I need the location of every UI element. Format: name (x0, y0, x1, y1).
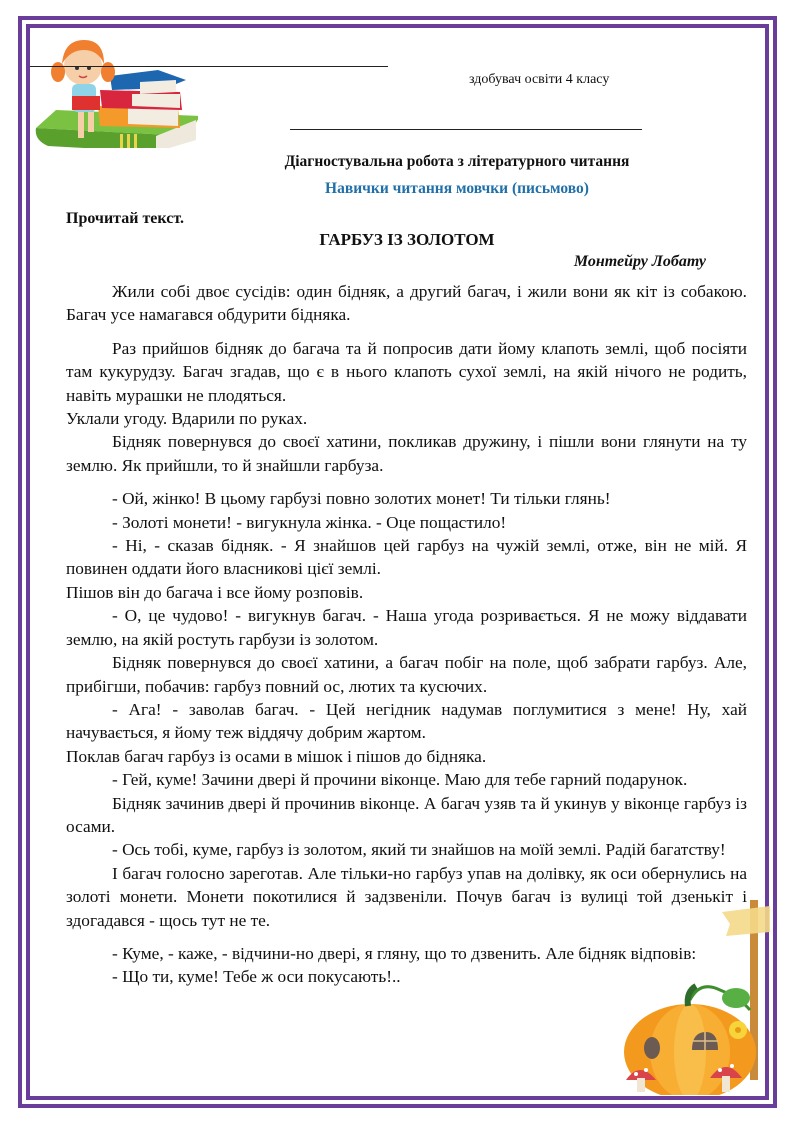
worksheet-title: Діагностувальна робота з літературного читання (284, 153, 630, 170)
story-paragraph: - Золоті монети! - вигукнула жінка. - Оце пощастило! (112, 512, 507, 532)
story-paragraph: Пішов він до багача і все йому розповів. (66, 582, 364, 602)
story-title: ГАРБУЗ ІЗ ЗОЛОТОМ (319, 230, 495, 249)
story-author: Монтейру Лобату (573, 253, 706, 270)
story-paragraph: - Гей, куме! Зачини двері й прочини віконце. Маю для тебе гарний подарунок. (112, 770, 688, 790)
story-paragraph: - Ні, - сказав бідняк. - Я знайшов цей гарбуз на чужій землі, отже, він не мій. Я повинен оддати його власникові цієї землі. (66, 536, 747, 579)
story-paragraph: Поклав багач гарбуз із осами в мішок і пішов до бідняка. (66, 746, 487, 766)
story-paragraph: - О, це чудово! - вигукнув багач. - Наша угода розривається. Я не можу віддавати землю, на якій ростуть гарбузи із золотом. (66, 606, 747, 649)
story-paragraph: Бідняк повернувся до своєї хатини, а багач побіг на поле, щоб забрати гарбуз. Але, прибігши, побачив: гарбуз повний ос, лютих та кусючих. (66, 653, 747, 696)
story-paragraph: - Куме, - каже, - відчини-но двері, я гляну, що то дзвенить. Але бідняк відповів: (112, 943, 697, 963)
instruction-text: Прочитай текст. (66, 210, 184, 227)
story-paragraph: Жили собі двоє сусідів: один бідняк, а другий багач, і жили вони як кіт із собакою. Багач усе намагався обдурити бідняка. (66, 282, 747, 325)
story-paragraph: - Ага! - заволав багач. - Цей негідник надумав поглумитися з мене! Ну, хай начувається, я йому теж віддячу добрим жартом. (66, 699, 747, 743)
story-paragraph: І багач голосно зареготав. Але тільки-но гарбуз упав на долівку, як оси обернулись на золоті монети. Монети покотилися й задзвеніли. Почув багач із вулиці той дзенькіт і здогадався - щось тут не те. (66, 863, 747, 930)
story-paragraph: - Що ти, куме! Тебе ж оси покусають!.. (112, 967, 401, 987)
story-paragraph: Раз прийшов бідняк до багача та й попросив дати йому клапоть землі, щоб посіяти там кукурудзу. Багач згадав, що є в нього клапоть сухої землі, на якій нічого не родить, навіть мурашки не плодяться. (66, 338, 747, 405)
story-paragraph: Уклали угоду. Вдарили по руках. (66, 409, 308, 429)
story-paragraph: - Ой, жінко! В цьому гарбузі повно золотих монет! Ти тільки глянь! (112, 489, 611, 509)
pumpkin-house-illustration (610, 880, 770, 1095)
name-line-second[interactable] (290, 129, 642, 130)
story-paragraph: Бідняк зачинив двері й прочинив віконце. А багач узяв та й укинув у віконце гарбуз із осами. (66, 793, 747, 836)
student-grade-label: здобувач освіти 4 класу (469, 72, 610, 87)
worksheet-subtitle: Навички читання мовчки (письмово) (325, 180, 589, 197)
girl-reading-books-illustration (28, 28, 198, 148)
name-line-top[interactable] (30, 66, 388, 67)
story-paragraph: - Ось тобі, куме, гарбуз із золотом, який ти знайшов на моїй землі. Радій багатству! (112, 840, 726, 860)
story-paragraph: Бідняк повернувся до своєї хатини, покликав дружину, і пішли вони глянути на ту землю. Як прийшли, то й знайшли гарбуза. (66, 432, 747, 475)
